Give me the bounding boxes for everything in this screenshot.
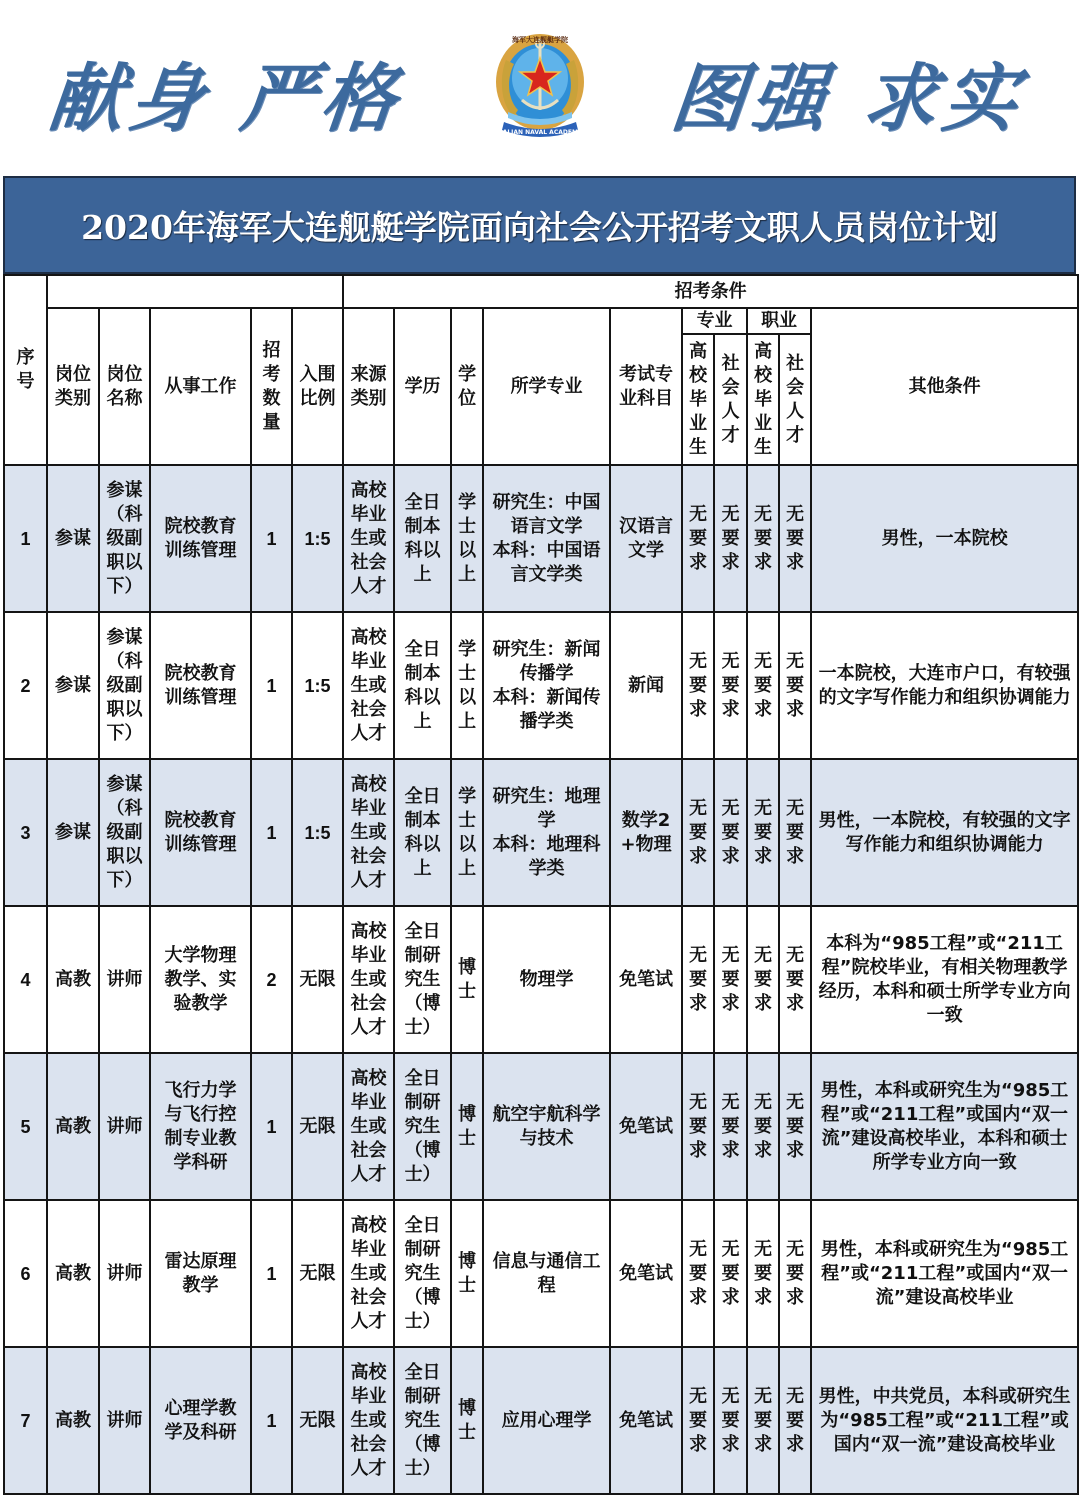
cell-degree: 博士 <box>451 1053 483 1200</box>
header-banner <box>0 0 1080 172</box>
cell-voc-social: 无要求 <box>779 465 811 612</box>
positions-table <box>3 274 1079 1495</box>
cell-major <box>483 759 610 906</box>
cell-exam-subject: 免笔试 <box>610 1200 682 1347</box>
cell-education: 全日制研究生（博士） <box>394 1200 451 1347</box>
major-undergrad: 本科：地理科学类 <box>492 833 601 879</box>
cell-degree: 学士以上 <box>451 465 483 612</box>
cell-pro-graduate: 无要求 <box>682 1347 714 1494</box>
header-major: 所学专业 <box>483 308 610 465</box>
cell-position: 讲师 <box>99 1053 150 1200</box>
cell-voc-social: 无要求 <box>779 1053 811 1200</box>
cell-category: 高教 <box>47 1053 99 1200</box>
cell-work: 院校教育训练管理 <box>150 759 251 906</box>
cell-major: 物理学 <box>483 906 610 1053</box>
cell-voc-graduate: 无要求 <box>747 759 779 906</box>
cell-source: 高校毕业生或社会人才 <box>343 906 394 1053</box>
cell-category: 高教 <box>47 906 99 1053</box>
cell-seq: 3 <box>4 759 47 906</box>
cell-source: 高校毕业生或社会人才 <box>343 1347 394 1494</box>
svg-text:DALIAN NAVAL ACADEMY: DALIAN NAVAL ACADEMY <box>497 129 583 136</box>
table-row <box>4 906 1078 1053</box>
cell-count: 1 <box>251 612 292 759</box>
cell-exam-subject: 免笔试 <box>610 1347 682 1494</box>
header-position: 岗位名称 <box>99 308 150 465</box>
cell-voc-social: 无要求 <box>779 1200 811 1347</box>
header-category: 岗位类别 <box>47 308 99 465</box>
cell-other: 男性，本科或研究生为“985工程”或“211工程”或国内“双一流”建设高校毕业，本科和硕士所学专业方向一致 <box>811 1053 1078 1200</box>
cell-source: 高校毕业生或社会人才 <box>343 612 394 759</box>
cell-voc-graduate: 无要求 <box>747 1347 779 1494</box>
cell-other: 一本院校，大连市户口，有较强的文字写作能力和组织协调能力 <box>811 612 1078 759</box>
cell-voc-social: 无要求 <box>779 1347 811 1494</box>
cell-category: 参谋 <box>47 465 99 612</box>
cell-exam-subject: 数学2+物理 <box>610 759 682 906</box>
header-source: 来源类别 <box>343 308 394 465</box>
cell-seq: 1 <box>4 465 47 612</box>
major-graduate: 研究生：地理学 <box>492 785 601 831</box>
cell-count: 1 <box>251 465 292 612</box>
cell-pro-social: 无要求 <box>714 1347 747 1494</box>
cell-category: 参谋 <box>47 759 99 906</box>
header-count: 招考数量 <box>251 308 292 465</box>
cell-count: 2 <box>251 906 292 1053</box>
major-graduate: 研究生：中国语言文学 <box>492 491 601 537</box>
cell-major <box>483 612 610 759</box>
header-voc-social: 社会人才 <box>779 334 811 465</box>
cell-exam-subject: 新闻 <box>610 612 682 759</box>
header-seq: 序号 <box>4 275 47 465</box>
table-row <box>4 612 1078 759</box>
cell-count: 1 <box>251 1347 292 1494</box>
cell-pro-graduate: 无要求 <box>682 1200 714 1347</box>
major-undergrad: 本科：新闻传播学类 <box>492 686 601 732</box>
cell-source: 高校毕业生或社会人才 <box>343 1053 394 1200</box>
cell-major: 信息与通信工程 <box>483 1200 610 1347</box>
cell-seq: 5 <box>4 1053 47 1200</box>
header-other: 其他条件 <box>811 308 1078 465</box>
cell-education: 全日制研究生（博士） <box>394 1347 451 1494</box>
cell-ratio: 1:5 <box>292 759 343 906</box>
header-conditions-group: 招考条件 <box>343 275 1078 308</box>
cell-degree: 学士以上 <box>451 759 483 906</box>
cell-exam-subject: 汉语言文学 <box>610 465 682 612</box>
cell-position: 讲师 <box>99 1347 150 1494</box>
cell-major: 航空宇航科学与技术 <box>483 1053 610 1200</box>
cell-count: 1 <box>251 759 292 906</box>
cell-major <box>483 465 610 612</box>
header-education: 学历 <box>394 308 451 465</box>
cell-degree: 博士 <box>451 1347 483 1494</box>
header-pro-social: 社会人才 <box>714 334 747 465</box>
header-exam-subject: 考试专业科目 <box>610 308 682 465</box>
cell-voc-social: 无要求 <box>779 759 811 906</box>
header-pro-graduate: 高校毕业生 <box>682 334 714 465</box>
cell-category: 参谋 <box>47 612 99 759</box>
cell-voc-social: 无要求 <box>779 612 811 759</box>
svg-text:海军大连舰艇学院: 海军大连舰艇学院 <box>512 36 568 44</box>
cell-pro-graduate: 无要求 <box>682 759 714 906</box>
header-work: 从事工作 <box>150 308 251 465</box>
cell-degree: 学士以上 <box>451 612 483 759</box>
cell-position: 参谋（科级副职以下） <box>99 465 150 612</box>
table-row <box>4 1200 1078 1347</box>
cell-position: 讲师 <box>99 906 150 1053</box>
cell-major: 应用心理学 <box>483 1347 610 1494</box>
cell-exam-subject: 免笔试 <box>610 906 682 1053</box>
cell-pro-social: 无要求 <box>714 1200 747 1347</box>
page-title: 2020年海军大连舰艇学院面向社会公开招考文职人员岗位计划 <box>81 207 998 247</box>
cell-degree: 博士 <box>451 1200 483 1347</box>
cell-source: 高校毕业生或社会人才 <box>343 465 394 612</box>
cell-source: 高校毕业生或社会人才 <box>343 1200 394 1347</box>
cell-work: 雷达原理教学 <box>150 1200 251 1347</box>
cell-pro-graduate: 无要求 <box>682 465 714 612</box>
table-row <box>4 465 1078 612</box>
cell-count: 1 <box>251 1053 292 1200</box>
cell-voc-graduate: 无要求 <box>747 465 779 612</box>
cell-count: 1 <box>251 1200 292 1347</box>
cell-education: 全日制本科以上 <box>394 612 451 759</box>
table-row <box>4 1347 1078 1494</box>
cell-education: 全日制研究生（博士） <box>394 906 451 1053</box>
cell-voc-graduate: 无要求 <box>747 1053 779 1200</box>
cell-work: 院校教育训练管理 <box>150 465 251 612</box>
cell-pro-social: 无要求 <box>714 759 747 906</box>
cell-ratio: 无限 <box>292 1200 343 1347</box>
cell-category: 高教 <box>47 1347 99 1494</box>
cell-degree: 博士 <box>451 906 483 1053</box>
cell-seq: 7 <box>4 1347 47 1494</box>
cell-voc-graduate: 无要求 <box>747 1200 779 1347</box>
cell-exam-subject: 免笔试 <box>610 1053 682 1200</box>
cell-education: 全日制研究生（博士） <box>394 1053 451 1200</box>
cell-seq: 4 <box>4 906 47 1053</box>
cell-other: 男性，一本院校 <box>811 465 1078 612</box>
cell-voc-graduate: 无要求 <box>747 612 779 759</box>
cell-ratio: 1:5 <box>292 465 343 612</box>
cell-pro-graduate: 无要求 <box>682 1053 714 1200</box>
cell-pro-graduate: 无要求 <box>682 612 714 759</box>
cell-ratio: 无限 <box>292 1053 343 1200</box>
cell-category: 高教 <box>47 1200 99 1347</box>
cell-ratio: 无限 <box>292 1347 343 1494</box>
cell-seq: 2 <box>4 612 47 759</box>
cell-position: 参谋（科级副职以下） <box>99 612 150 759</box>
cell-ratio: 无限 <box>292 906 343 1053</box>
table-row <box>4 1053 1078 1200</box>
cell-source: 高校毕业生或社会人才 <box>343 759 394 906</box>
cell-pro-social: 无要求 <box>714 906 747 1053</box>
header-professional: 专业 <box>682 308 747 334</box>
header-vocational: 职业 <box>747 308 811 334</box>
cell-other: 男性，中共党员，本科或研究生为“985工程”或“211工程”或国内“双一流”建设高校毕业 <box>811 1347 1078 1494</box>
naval-academy-emblem-icon <box>484 30 596 142</box>
header-degree: 学位 <box>451 308 483 465</box>
cell-pro-graduate: 无要求 <box>682 906 714 1053</box>
cell-work: 心理学教学及科研 <box>150 1347 251 1494</box>
cell-pro-social: 无要求 <box>714 465 747 612</box>
header-blank <box>47 275 343 308</box>
cell-other: 男性，本科或研究生为“985工程”或“211工程”或国内“双一流”建设高校毕业 <box>811 1200 1078 1347</box>
cell-voc-graduate: 无要求 <box>747 906 779 1053</box>
cell-position: 讲师 <box>99 1200 150 1347</box>
cell-seq: 6 <box>4 1200 47 1347</box>
cell-ratio: 1:5 <box>292 612 343 759</box>
cell-voc-social: 无要求 <box>779 906 811 1053</box>
major-graduate: 研究生：新闻传播学 <box>492 638 601 684</box>
cell-work: 院校教育训练管理 <box>150 612 251 759</box>
cell-position: 参谋（科级副职以下） <box>99 759 150 906</box>
slogan-left: 献身 严格 <box>44 56 406 142</box>
cell-other: 男性，一本院校，有较强的文字写作能力和组织协调能力 <box>811 759 1078 906</box>
slogan-right: 图强 求实 <box>666 56 1028 142</box>
cell-pro-social: 无要求 <box>714 612 747 759</box>
cell-other: 本科为“985工程”或“211工程”院校毕业，有相关物理教学经历，本科和硕士所学专业方向一致 <box>811 906 1078 1053</box>
cell-pro-social: 无要求 <box>714 1053 747 1200</box>
title-bar <box>3 176 1076 274</box>
table-row <box>4 759 1078 906</box>
cell-work: 飞行力学与飞行控制专业教学科研 <box>150 1053 251 1200</box>
cell-education: 全日制本科以上 <box>394 465 451 612</box>
cell-work: 大学物理教学、实验教学 <box>150 906 251 1053</box>
header-ratio: 入围比例 <box>292 308 343 465</box>
major-undergrad: 本科：中国语言文学类 <box>492 539 601 585</box>
cell-education: 全日制本科以上 <box>394 759 451 906</box>
header-voc-graduate: 高校毕业生 <box>747 334 779 465</box>
